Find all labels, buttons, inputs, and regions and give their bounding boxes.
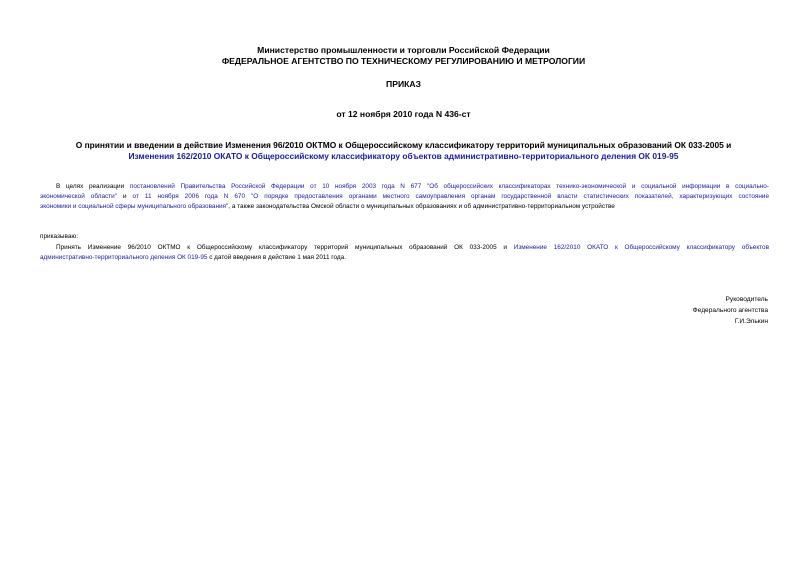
link-okato-change-162[interactable]: Изменение 162/2010 ОКАТО к Общероссийскому классификатору объектов: [513, 244, 769, 251]
link-government-resolution-670-cont[interactable]: экономики и социальной сферы муниципального образования": [40, 203, 229, 210]
link-government-resolution-670[interactable]: от 11 ноября 2006 года N 670 "О порядке предоставления органами местного самоуправления органам государственной власти статистических показателей, характеризующих состояние: [132, 193, 769, 200]
ministry-name: Министерство промышленности и торговли Российской Федерации: [257, 45, 550, 55]
preamble-text-1: В целях реализации: [56, 183, 130, 190]
signature-position-2: Федерального агентства: [692, 307, 768, 314]
preamble-paragraph: [40, 182, 769, 212]
preamble-text-2: и: [116, 193, 133, 200]
signature-name: Г.И.Элькин: [734, 318, 768, 325]
signature-position-1: Руководитель: [725, 296, 768, 303]
preamble-text-3: , а также законодательства Омской области о муниципальных образованиях и об административно-территориальном устройстве: [228, 203, 615, 210]
document-type: ПРИКАЗ: [386, 79, 421, 89]
document-title: [30, 140, 777, 162]
title-link-okato-change[interactable]: Изменения 162/2010 ОКАТО к Общероссийскому классификатору объектов административно-территориального деления ОК 019-95: [128, 151, 679, 161]
order-text-2: с датой введения в действие 1 мая 2011 года.: [207, 254, 346, 261]
link-okato-change-162-cont[interactable]: административно-территориального деления ОК 019-95: [40, 254, 208, 261]
link-government-resolution-677-cont[interactable]: экономической области": [40, 193, 117, 200]
order-word: приказываю:: [40, 233, 78, 240]
agency-name: ФЕДЕРАЛЬНОЕ АГЕНТСТВО ПО ТЕХНИЧЕСКОМУ РЕГУЛИРОВАНИЮ И МЕТРОЛОГИИ: [221, 56, 586, 66]
link-government-resolution-677[interactable]: постановлений Правительства Российской Федерации от 10 ноября 2003 года N 677 "Об общероссийских классификаторах технико-экономической и социальной информации в социально-: [129, 183, 769, 190]
title-line-1: О принятии и введении в действие Изменения 96/2010 ОКТМО к Общероссийскому классификатору территорий муниципальных образований ОК 033-2005 и: [75, 140, 732, 150]
order-paragraph: [40, 243, 769, 263]
document-date-number: от 12 ноября 2010 года N 436-ст: [336, 109, 471, 119]
order-text-1: Принять Изменение 96/2010 ОКТМО к Общероссийскому классификатору территорий муниципальных образований ОК 033-2005 и: [56, 244, 514, 251]
